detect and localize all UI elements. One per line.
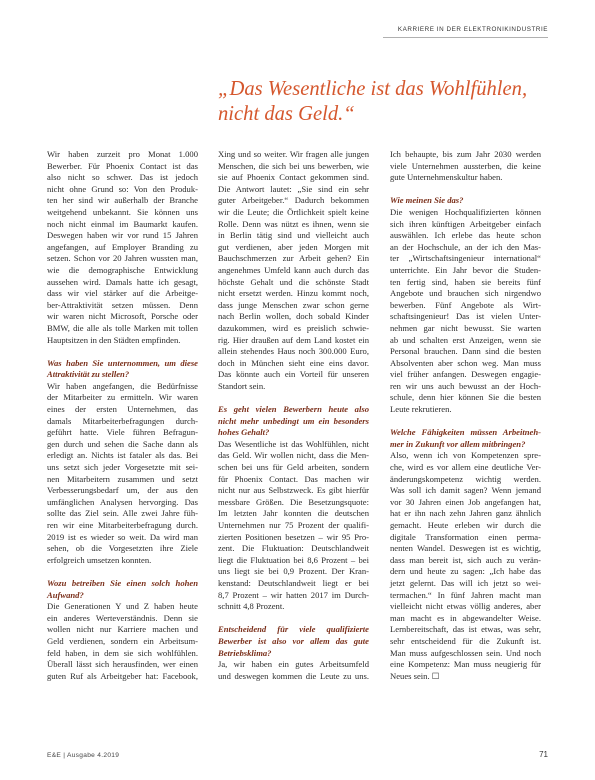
body-line: angefangen, auf Employer Branding zu bbox=[47, 241, 198, 252]
section-label: KARRIERE IN DER ELEKTRONIKINDUSTRIE bbox=[397, 26, 548, 33]
question-line: Wie meinen Sie das? bbox=[390, 195, 464, 206]
body-line: wollen nicht nur Karriere machen und bbox=[47, 624, 198, 635]
body-line: 8,7 Prozent – wir hatten 2017 im Durch- bbox=[218, 589, 369, 600]
section-divider bbox=[383, 37, 548, 38]
body-line: an der Hochschule, an der ich den Mas- bbox=[390, 241, 541, 252]
body-line: dern und heute zu sagen: „Ich habe das bbox=[390, 566, 541, 577]
body-line: ten her sind wir außerhalb der Branche bbox=[47, 195, 198, 206]
question-line: Was haben Sie unternommen, um diese bbox=[47, 357, 198, 368]
pull-quote-line: „Das Wesentliche ist das Wohlfühlen, bbox=[218, 78, 528, 100]
body-line: bewerben. Fünf Angebote als Wirt- bbox=[390, 299, 541, 310]
question-line: mer in Zukunft vor allem mitbringen? bbox=[390, 438, 526, 449]
body-line: Xing und so weiter. Wir fragen alle jungen bbox=[218, 149, 369, 159]
body-line: che, wird es vor allem eine deutliche Ver- bbox=[390, 462, 541, 473]
body-line: Die Generationen Y und Z haben heute bbox=[47, 601, 198, 612]
body-line: Wir haben zurzeit pro Monat 1.000 bbox=[47, 149, 198, 159]
page-number: 71 bbox=[539, 750, 548, 759]
body-line: rig. Hier draußen auf dem Land kostet ein bbox=[218, 334, 369, 345]
body-line: schnitt 4,8 Prozent. bbox=[218, 601, 285, 612]
body-line: geführt hatte. Viele führen Befragun- bbox=[47, 427, 198, 438]
body-line: wir die Leute; die Örtlichkeit spielt keine bbox=[218, 206, 369, 217]
body-line: ter „Wirtschaftsingenieur international“ bbox=[390, 253, 541, 264]
body-line: ab und schalten erst Anzeigen, wenn sie bbox=[390, 334, 541, 345]
body-line: weitgehend unbekannt. Sie können uns bbox=[47, 206, 198, 217]
body-line: messbare Größen. Die Besetzungsquote: bbox=[218, 496, 369, 507]
body-line: aussehen wird. Damals hatte ich gesagt, bbox=[47, 276, 198, 287]
body-line: Das könnte auch ein Vorteil für unseren bbox=[218, 369, 369, 380]
body-line: Verbesserungsbedarf um, der aus den bbox=[47, 485, 198, 496]
body-line: BMW, die alle als tolle Marken mit tollen bbox=[47, 322, 198, 333]
body-line: 2019 ist es wieder so weit. Da wird man bbox=[47, 531, 198, 542]
paragraph-gap bbox=[47, 346, 198, 358]
footer-publication: E&E | Ausgabe 4.2019 bbox=[47, 752, 120, 759]
question-line: Entscheidend für viele qualifizierte bbox=[218, 624, 369, 635]
body-line: guten Ruf als Arbeitgeber hat: Facebook, bbox=[47, 670, 198, 681]
body-line: höchste Gehalt und die schönste Stadt bbox=[218, 276, 369, 287]
body-line: Absolventen aber schon weg. Man muss bbox=[390, 357, 541, 368]
body-line: Standort sein. bbox=[218, 380, 266, 391]
body-line: viel früher anfangen. Deswegen engagie- bbox=[390, 369, 541, 380]
paragraph-gap bbox=[390, 184, 541, 196]
paragraph-gap bbox=[47, 566, 198, 578]
paragraph-gap bbox=[218, 613, 369, 625]
body-line: digitale Transformation einen perma- bbox=[390, 531, 541, 542]
body-line: nach Berlin wollen, doch sobald Kinder bbox=[218, 311, 369, 322]
pull-quote bbox=[218, 77, 548, 126]
body-line: Also, wenn ich von Kompetenzen spre- bbox=[390, 450, 541, 461]
body-line: zent. Die Fluktuation: Deutschlandweit bbox=[218, 543, 369, 554]
body-line: dazukommen, wird es preislich schwie- bbox=[218, 322, 369, 333]
body-line: eine Kompetenz: Man muss neugierig für bbox=[390, 659, 541, 670]
body-line: Angebote und brauchen sich nirgendwo bbox=[390, 288, 541, 299]
body-line: damals Mitarbeiterbefragungen durch- bbox=[47, 415, 198, 426]
question-line: Aufwand? bbox=[47, 589, 84, 600]
text-column-3 bbox=[390, 149, 541, 682]
body-line: nen Mitarbeitern zusammen und setzt bbox=[47, 473, 198, 484]
body-line: Unternehmen nur 75 Prozent der qualifi- bbox=[218, 520, 369, 530]
body-line: Im letzten Jahr konnten die deutschen bbox=[218, 508, 369, 519]
body-line: allein stehendes Haus noch 300.000 Euro, bbox=[218, 346, 369, 357]
body-line: sich ihren künftigen Arbeitgeber einfach bbox=[390, 218, 541, 229]
body-line: der Mitarbeiter zu ermitteln. Wir waren bbox=[47, 392, 198, 403]
body-line: sollte das Ziel sein. Alle zwei Jahre füh- bbox=[47, 508, 198, 519]
body-line: wir waren nicht Microsoft, Porsche oder bbox=[47, 311, 198, 322]
body-line: für Phoenix Contact. Das machen wir bbox=[218, 473, 369, 484]
body-line: Man muss aufgeschlossen sein. Und noch bbox=[390, 647, 541, 658]
question-line: hohes Gehalt? bbox=[218, 427, 270, 438]
body-line: Leute rekrutieren. bbox=[390, 404, 452, 415]
body-line: Die Antwort lautet: „Sie sind ein sehr bbox=[218, 183, 369, 194]
body-line: gen durch und sehen die Sache dann als bbox=[47, 438, 198, 449]
body-line: ten fertig sind, haben sie bereits fünf bbox=[390, 276, 541, 287]
body-line: termachen.“ In fünf Jahren macht man bbox=[390, 589, 541, 600]
body-line: dass man bereit ist, sich auch zu verän- bbox=[390, 554, 541, 565]
body-line: sie auf Phoenix Contact gekommen sind. bbox=[218, 172, 369, 183]
body-line: Überall lässt sich herausfinden, wer einen bbox=[47, 659, 198, 670]
body-line: hat er ihn nach zehn Jahren ganz ähnlich bbox=[390, 508, 541, 519]
paragraph-gap bbox=[390, 416, 541, 428]
body-line: Geld verdienen, sondern ein Arbeitsum- bbox=[47, 635, 198, 646]
question-line: Es geht vielen Bewerbern heute also bbox=[218, 404, 369, 415]
paragraph-gap bbox=[218, 392, 369, 404]
body-line: eines der ersten Unternehmen, das bbox=[47, 404, 198, 415]
body-line: Hauptsitzen in den Städten empfinden. bbox=[47, 334, 181, 345]
body-line: vor 30 Jahren einen Job angefangen hat, bbox=[390, 496, 541, 507]
body-line: Wir haben angefangen, die Bedürfnisse bbox=[47, 380, 198, 391]
body-line: sehen, ob die Vorgesetzten ihre Ziele bbox=[47, 543, 198, 554]
body-line: Personal brauchen. Dann sind die besten bbox=[390, 346, 541, 357]
body-line: nenten Wandel. Deswegen ist es wichtig, bbox=[390, 543, 541, 554]
body-line: zierten Positionen besetzen – wir 95 Pro- bbox=[218, 531, 369, 542]
body-line: Ja, wir haben ein gutes Arbeitsumfeld bbox=[218, 659, 369, 670]
body-line: Neues sein. ☐ bbox=[390, 670, 440, 681]
body-line: nicht ersetzt werden. Hinzu kommt noch, bbox=[218, 288, 369, 299]
body-line: wie die demographische Entwicklung bbox=[47, 264, 198, 275]
body-line: ren wir uns auch bewusst an der Hoch- bbox=[390, 380, 541, 391]
text-column-1 bbox=[47, 149, 198, 682]
body-line: Deswegen haben wir vor rund 15 Jahren bbox=[47, 230, 198, 241]
body-line: änderungskompetenz wichtig werden. bbox=[390, 473, 541, 484]
body-line: Bauchschmerzen zur Arbeit gehen? Ein bbox=[218, 253, 369, 264]
question-line: Bewerber ist also vor allem das gute bbox=[218, 635, 369, 646]
body-line: schen bei uns für Geld arbeiten, sondern bbox=[218, 462, 369, 473]
body-line: feld haben, in dem sie sich wohlfühlen. bbox=[47, 647, 198, 658]
body-line: Rolle. Denn was nützt es ihnen, wenn sie bbox=[218, 218, 369, 229]
body-line: guter Arbeitgeber.“ Dadurch bekommen bbox=[218, 195, 369, 206]
body-line: sehr entscheidend für die Zukunft ist. bbox=[390, 635, 541, 646]
body-line: Menschen, die sich bei uns bewerben, wie bbox=[218, 160, 369, 171]
body-line: Ich behaupte, bis zum Jahr 2030 werden bbox=[390, 149, 541, 159]
body-line: gemacht. Heute erleben wir durch die bbox=[390, 520, 541, 530]
body-line: kenstand: Deutschlandweit liegt er bei bbox=[218, 577, 369, 588]
text-column-2 bbox=[218, 149, 369, 682]
body-line: dass wir viel stärker auf die Arbeitge- bbox=[47, 288, 198, 299]
body-line: Bewerber. Für Phoenix Contact ist das bbox=[47, 160, 198, 171]
body-line: gute Unternehmenskultur haben. bbox=[390, 172, 503, 183]
body-line: man macht es in abgewandelter Weise. bbox=[390, 612, 541, 623]
body-line: Was soll ich damit sagen? Wenn jemand bbox=[390, 485, 541, 496]
body-line: dass junge Menschen zwar schon gerne bbox=[218, 299, 369, 310]
body-line: Lernbereitschaft, das ist etwas, was sehr, bbox=[390, 624, 541, 635]
body-line: liegt die Fluktuation bei 8,6 Prozent – bei bbox=[218, 554, 369, 565]
body-line: schule, denn hier können Sie die besten bbox=[390, 392, 541, 403]
body-line: gut verdienen, aber jeden Morgen mit bbox=[218, 241, 369, 252]
body-line: nehmen gar nicht bewusst. Sie warten bbox=[390, 322, 541, 333]
body-line: setzen. Schon vor 20 Jahren wussten man, bbox=[47, 253, 198, 264]
body-line: viele Unternehmen aussterben, die keine bbox=[390, 160, 541, 171]
body-line: umfänglichen Analysen hervorging. Das bbox=[47, 496, 198, 507]
question-line: Welche Fähigkeiten müssen Arbeitneh- bbox=[390, 427, 541, 438]
question-line: nicht mehr unbedingt um ein besonders bbox=[218, 415, 369, 426]
question-line: Attraktivität zu stellen? bbox=[47, 369, 130, 380]
body-line: Das Wesentliche ist das Wohlfühlen, nicht bbox=[218, 438, 369, 449]
question-line: Wozu betreiben Sie einen solch hohen bbox=[47, 577, 198, 588]
body-line: das Geld. Wir wollen nicht, dass die Men- bbox=[218, 450, 369, 461]
body-line: unterrichte. Ein Jahr bevor die Studen- bbox=[390, 264, 541, 275]
body-line: Die wenigen Hochqualifizierten können bbox=[390, 206, 541, 217]
body-line: schaftsingenieur! Das ist vielen Unter- bbox=[390, 311, 541, 322]
body-line: uns setzt sich jeder Vorgesetzte mit sei- bbox=[47, 462, 198, 473]
body-line: nicht ohne Grund so: Von den Produk- bbox=[47, 183, 198, 194]
body-line: angenehmes Umfeld kann auch durch das bbox=[218, 264, 369, 275]
body-line: ber-Attraktivität setzen müssen. Denn bbox=[47, 299, 198, 310]
body-line: ein anderes Werteverständnis. Denn sie bbox=[47, 612, 198, 623]
body-line: noch nicht einmal im Baumarkt kaufen. bbox=[47, 218, 198, 229]
body-line: in Berlin tätig sind und vielleicht auch bbox=[218, 230, 369, 241]
body-line: nicht nur aus Selbstzweck. Es gibt hierfür bbox=[218, 485, 369, 496]
body-line: und deswegen kommen die Leute zu uns. bbox=[218, 670, 369, 681]
body-line: erledigt an. Nichts ist fataler als das. Bei bbox=[47, 450, 198, 461]
body-line: ren wir eine Mitarbeiterbefragung durch. bbox=[47, 520, 198, 530]
body-line: erfolgreich umsetzen konnten. bbox=[47, 554, 152, 565]
body-line: also nicht so schwer. Das ist jedoch bbox=[47, 172, 198, 183]
question-line: Betriebsklima? bbox=[218, 647, 272, 658]
pull-quote-line: nicht das Geld.“ bbox=[218, 102, 355, 125]
body-line: vielleicht nicht etwas völlig anderes, aber bbox=[390, 601, 541, 612]
body-line: auswählen. Ich erlebe das heute schon bbox=[390, 230, 541, 241]
body-line: doch in München sieht eine eins davor. bbox=[218, 357, 369, 368]
body-line: jetzt gelernt. Das will ich jetzt so wei- bbox=[390, 577, 541, 588]
body-line: uns liegt sie bei 0,9 Prozent. Der Kran- bbox=[218, 566, 369, 577]
